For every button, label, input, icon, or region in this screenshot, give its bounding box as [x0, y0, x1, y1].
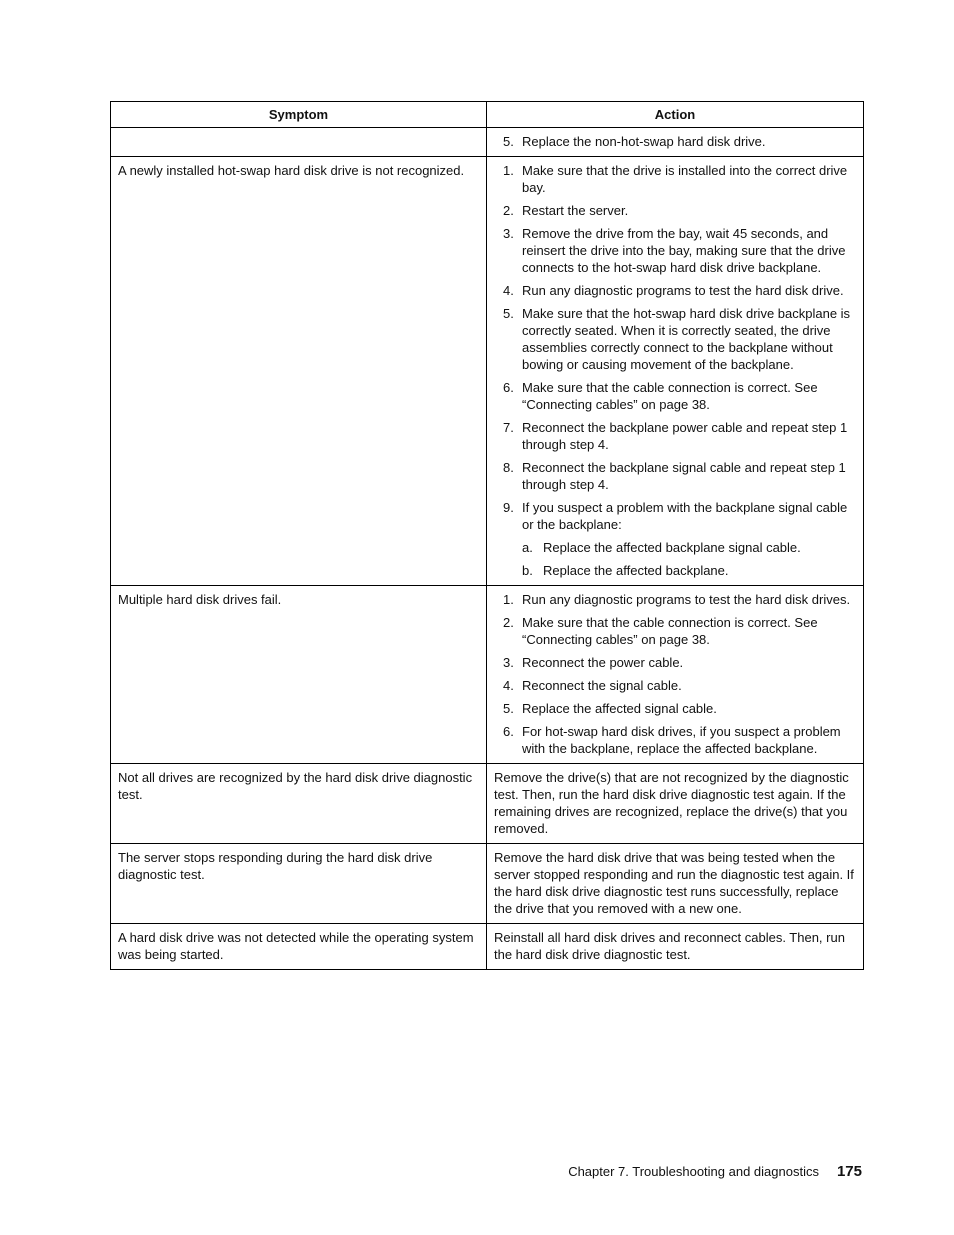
step-number: 1. — [503, 592, 514, 607]
step-item — [494, 162, 855, 196]
sub-step-item — [522, 539, 855, 556]
step-number: 2. — [503, 615, 514, 630]
step-text: Make sure that the drive is installed into the correct drive bay. — [522, 163, 848, 195]
action-cell: Remove the hard disk drive that was being tested when the server stopped responding and run the diagnostic test again. If the hard disk drive diagnostic test runs successfully, replace the drive that you removed with a new one. — [487, 844, 864, 924]
sub-step-text: Replace the affected backplane. — [543, 563, 729, 578]
step-number: 4. — [503, 678, 514, 693]
table-row — [111, 586, 864, 764]
step-text: Reconnect the power cable. — [522, 655, 684, 670]
step-text: Replace the affected signal cable. — [522, 701, 717, 716]
symptom-cell: A hard disk drive was not detected while the operating system was being started. — [111, 924, 487, 970]
step-item — [494, 654, 855, 671]
step-item — [494, 225, 855, 276]
troubleshooting-table — [110, 101, 864, 970]
step-text: Replace the non-hot-swap hard disk drive. — [522, 134, 766, 149]
symptom-cell: Not all drives are recognized by the hard disk drive diagnostic test. — [111, 764, 487, 844]
step-item — [494, 202, 855, 219]
step-item — [494, 133, 855, 150]
table-row — [111, 844, 864, 924]
step-number: 5. — [503, 701, 514, 716]
step-item — [494, 459, 855, 493]
step-item — [494, 614, 855, 648]
step-item — [494, 379, 855, 413]
step-text: Make sure that the cable connection is correct. See “Connecting cables” on page 38. — [522, 615, 818, 647]
symptom-cell: A newly installed hot-swap hard disk drive is not recognized. — [111, 157, 487, 586]
step-number: 5. — [503, 306, 514, 321]
step-number: 6. — [503, 380, 514, 395]
step-number: 4. — [503, 283, 514, 298]
step-text: If you suspect a problem with the backplane signal cable or the backplane: — [522, 500, 848, 532]
step-text: Make sure that the hot-swap hard disk drive backplane is correctly seated. When it is correctly seated, the drive assemblies correctly connect to the backplane without bowing or causing movement of the backplane. — [522, 306, 851, 372]
step-text: Restart the server. — [522, 203, 629, 218]
step-text: Run any diagnostic programs to test the hard disk drive. — [522, 283, 844, 298]
step-number: 2. — [503, 203, 514, 218]
step-number: 8. — [503, 460, 514, 475]
table-header-row — [111, 102, 864, 128]
step-text: Reconnect the signal cable. — [522, 678, 682, 693]
sub-step-letter: b. — [522, 563, 533, 578]
page-footer — [568, 1163, 862, 1180]
table-row — [111, 157, 864, 586]
step-text: For hot-swap hard disk drives, if you suspect a problem with the backplane, replace the affected backplane. — [522, 724, 841, 756]
step-text: Reconnect the backplane signal cable and repeat step 1 through step 4. — [522, 460, 846, 492]
step-item — [494, 591, 855, 608]
symptom-cell: The server stops responding during the hard disk drive diagnostic test. — [111, 844, 487, 924]
symptom-cell: Multiple hard disk drives fail. — [111, 586, 487, 764]
action-steps — [494, 133, 855, 150]
step-item — [494, 282, 855, 299]
table-row — [111, 924, 864, 970]
step-number: 9. — [503, 500, 514, 515]
step-number: 7. — [503, 420, 514, 435]
step-text: Remove the drive from the bay, wait 45 seconds, and reinsert the drive into the bay, making sure that the drive connects to the hot-swap hard disk drive backplane. — [522, 226, 846, 275]
step-number: 3. — [503, 226, 514, 241]
step-item — [494, 677, 855, 694]
sub-steps — [522, 539, 855, 579]
action-steps — [494, 591, 855, 757]
sub-step-item — [522, 562, 855, 579]
step-number: 5. — [503, 134, 514, 149]
symptom-header: Symptom — [111, 102, 487, 128]
step-item — [494, 723, 855, 757]
action-cell — [487, 586, 864, 764]
action-steps — [494, 162, 855, 579]
step-text: Make sure that the cable connection is correct. See “Connecting cables” on page 38. — [522, 380, 818, 412]
action-header: Action — [487, 102, 864, 128]
step-text: Reconnect the backplane power cable and repeat step 1 through step 4. — [522, 420, 848, 452]
step-text: Run any diagnostic programs to test the hard disk drives. — [522, 592, 851, 607]
action-cell — [487, 157, 864, 586]
table-row — [111, 128, 864, 157]
sub-step-letter: a. — [522, 540, 533, 555]
sub-step-text: Replace the affected backplane signal cable. — [543, 540, 801, 555]
step-item — [494, 419, 855, 453]
step-item — [494, 499, 855, 579]
table-row — [111, 764, 864, 844]
step-number: 3. — [503, 655, 514, 670]
page-number: 175 — [836, 1163, 862, 1180]
step-number: 1. — [503, 163, 514, 178]
symptom-cell — [111, 128, 487, 157]
action-cell — [487, 128, 864, 157]
action-cell: Remove the drive(s) that are not recognized by the diagnostic test. Then, run the hard disk drive diagnostic test again. If the remaining drives are recognized, replace the drive(s) that you removed. — [487, 764, 864, 844]
action-cell: Reinstall all hard disk drives and reconnect cables. Then, run the hard disk drive diagnostic test. — [487, 924, 864, 970]
chapter-title: Chapter 7. Troubleshooting and diagnostics — [568, 1164, 819, 1179]
step-number: 6. — [503, 724, 514, 739]
step-item — [494, 305, 855, 373]
step-item — [494, 700, 855, 717]
